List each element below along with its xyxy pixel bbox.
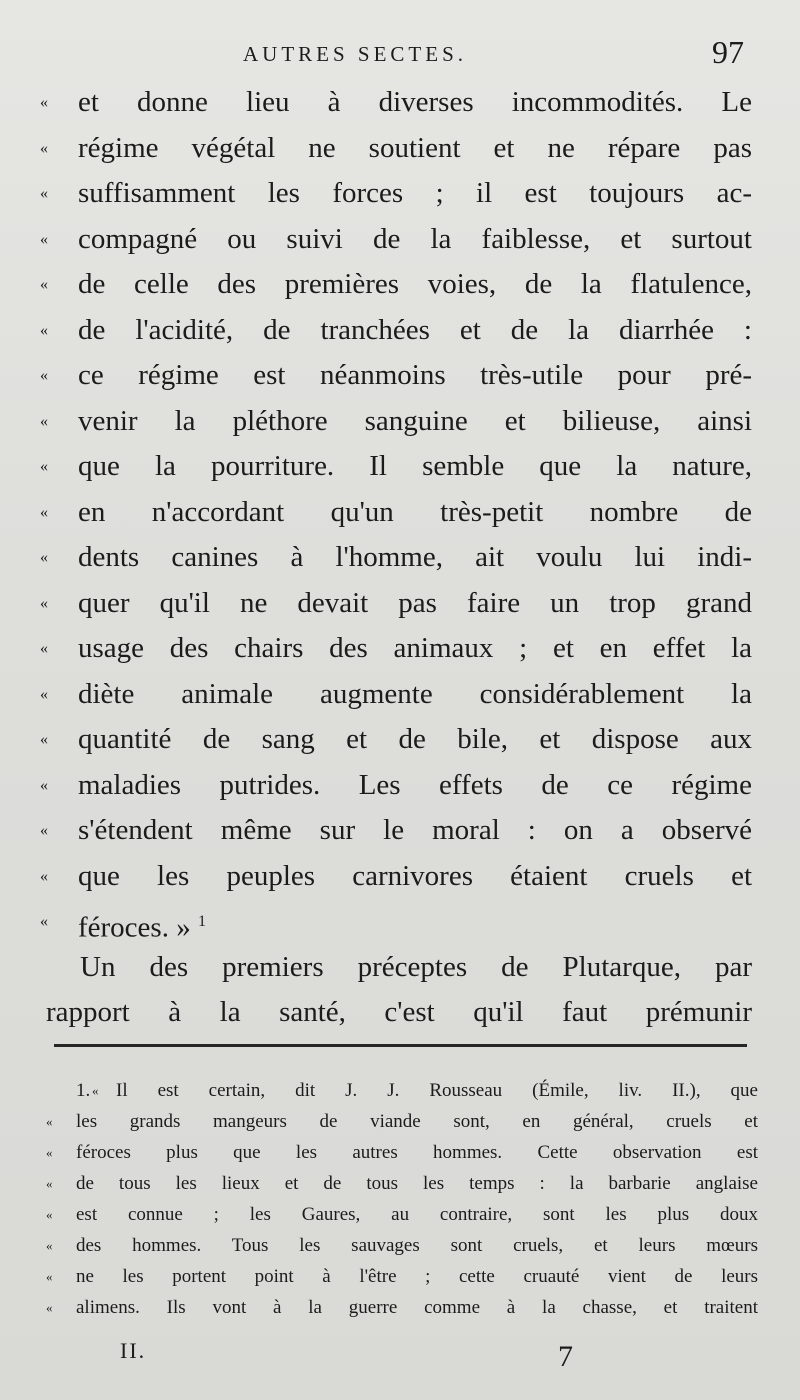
footnote-text: féroces plus que les autres hommes. Cette observation est — [76, 1142, 758, 1163]
footnote-line — [0, 1230, 800, 1261]
footnote-text: Il est certain, dit J. J. Rousseau (Émile, liv. II.), que — [116, 1080, 758, 1101]
line-text: quer qu'il ne devait pas faire un trop grand — [78, 586, 752, 619]
footnote-line — [0, 1292, 800, 1323]
line-text: rapport à la santé, c'est qu'il faut prémunir — [46, 996, 752, 1028]
quoted-line — [0, 672, 800, 718]
footnote-rule — [54, 1044, 747, 1047]
guillemet-mark: « — [92, 1083, 99, 1098]
quoted-line — [0, 626, 800, 672]
page-number: 97 — [712, 34, 744, 70]
line-text: de l'acidité, de tranchées et de la diarrhée : — [78, 313, 752, 346]
quoted-line — [0, 490, 800, 536]
line-text: que la pourriture. Il semble que la nature, — [78, 450, 752, 482]
signature-mark: II. — [120, 1338, 147, 1363]
footnote-text: de tous les lieux et de tous les temps : la barbarie anglaise — [76, 1173, 758, 1194]
line-text: diète animale augmente considérablement la — [78, 677, 752, 710]
guillemet-mark: « — [40, 822, 48, 839]
quoted-line — [0, 80, 800, 126]
paragraph-line — [0, 990, 800, 1036]
guillemet-mark: « — [46, 1269, 53, 1284]
line-text: de celle des premières voies, de la flatulence, — [78, 268, 752, 300]
line-text: que les peuples carnivores étaient cruels et — [78, 859, 752, 892]
footnote-text: des hommes. Tous les sauvages sont cruels, et leurs mœurs — [76, 1235, 758, 1256]
guillemet-mark: « — [46, 1300, 53, 1315]
quoted-line — [0, 308, 800, 354]
line-text: compagné ou suivi de la faiblesse, et surtout — [78, 222, 752, 255]
line-text: dents canines à l'homme, ait voulu lui indi- — [78, 541, 752, 573]
line-text: s'étendent même sur le moral : on a observé — [78, 814, 752, 846]
guillemet-mark: « — [40, 640, 48, 657]
quoted-line — [0, 535, 800, 581]
footnote-reference: 1 — [197, 913, 206, 930]
line-text: ce régime est néanmoins très-utile pour pré- — [78, 359, 752, 391]
footnote-line — [0, 1261, 800, 1292]
footnote-line — [0, 1075, 800, 1106]
guillemet-mark: « — [40, 367, 48, 384]
guillemet-mark: « — [40, 276, 48, 293]
quoted-line — [0, 353, 800, 399]
footnote-line — [0, 1106, 800, 1137]
running-head — [0, 34, 800, 78]
guillemet-mark: « — [40, 731, 48, 748]
quoted-line-last — [0, 899, 800, 945]
line-text: et donne lieu à diverses incommodités. Le — [78, 86, 752, 118]
line-text: usage des chairs des animaux ; et en effet la — [78, 632, 752, 664]
guillemet-mark: « — [40, 685, 48, 703]
guillemet-mark: « — [40, 412, 48, 430]
guillemet-mark: « — [40, 321, 48, 339]
line-text: suffisamment les forces ; il est toujours ac- — [78, 177, 752, 209]
line-text: quantité de sang et de bile, et dispose aux — [78, 723, 752, 755]
line-text — [78, 899, 752, 951]
guillemet-mark: « — [46, 1145, 53, 1160]
line-text: venir la pléthore sanguine et bilieuse, ainsi — [78, 404, 752, 437]
guillemet-mark: « — [40, 549, 48, 566]
footnote-text: ne les portent point à l'être ; cette cruauté vient de leurs — [76, 1266, 758, 1287]
footnote-line — [0, 1199, 800, 1230]
footnote-line — [0, 1168, 800, 1199]
guillemet-mark: « — [40, 913, 48, 930]
guillemet-mark: « — [40, 139, 48, 157]
guillemet-mark: « — [40, 594, 48, 612]
guillemet-mark: « — [46, 1207, 53, 1222]
paragraph-line — [0, 945, 800, 991]
footnote-text: est connue ; les Gaures, au contraire, sont les plus doux — [76, 1204, 758, 1225]
guillemet-mark: « — [40, 458, 48, 475]
footnote-line — [0, 1137, 800, 1168]
quoted-line — [0, 717, 800, 763]
guillemet-mark: « — [40, 230, 48, 248]
line-text: maladies putrides. Les effets de ce régime — [78, 768, 752, 801]
footnote-text: alimens. Ils vont à la guerre comme à la chasse, et traitent — [76, 1297, 758, 1318]
line-text: régime végétal ne soutient et ne répare pas — [78, 131, 752, 164]
quoted-line — [0, 171, 800, 217]
guillemet-mark: « — [40, 94, 48, 111]
line-text: en n'accordant qu'un très-petit nombre de — [78, 495, 752, 528]
guillemet-mark: « — [40, 503, 48, 521]
guillemet-mark: « — [40, 867, 48, 885]
quoted-line — [0, 808, 800, 854]
sheet-number: 7 — [558, 1340, 573, 1373]
quoted-line — [0, 444, 800, 490]
quoted-line — [0, 217, 800, 263]
quoted-line — [0, 763, 800, 809]
body-text — [0, 80, 800, 1036]
footnote-text: les grands mangeurs de viande sont, en général, cruels et — [76, 1111, 758, 1132]
guillemet-mark: « — [40, 776, 48, 794]
running-title: AUTRES SECTES. — [243, 42, 468, 66]
quoted-line — [0, 126, 800, 172]
quoted-line — [0, 854, 800, 900]
footnote-number: 1. — [76, 1080, 91, 1101]
quoted-line — [0, 581, 800, 627]
footnotes — [0, 1075, 800, 1323]
closing-quote-text: féroces. » — [78, 911, 191, 944]
quoted-line — [0, 399, 800, 445]
guillemet-mark: « — [40, 185, 48, 202]
guillemet-mark: « — [46, 1238, 53, 1253]
quoted-line — [0, 262, 800, 308]
guillemet-mark: « — [46, 1114, 53, 1129]
guillemet-mark: « — [46, 1176, 53, 1191]
line-text: Un des premiers préceptes de Plutarque, par — [80, 950, 752, 983]
